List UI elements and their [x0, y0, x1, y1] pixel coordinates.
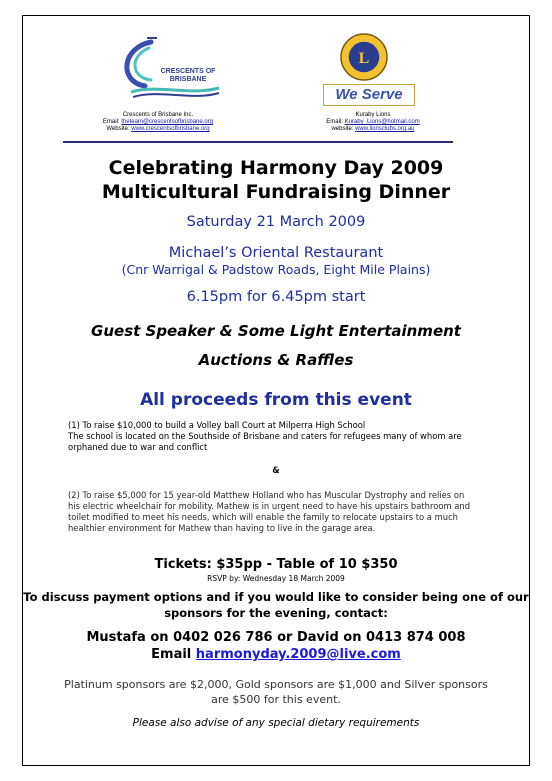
ticket-price: Tickets: $35pp - Table of 10 $350	[154, 557, 398, 572]
sponsor-levels: Platinum sponsors are $2,000, Gold sponsors are $1,000 and Silver sponsors are $500 for this event.	[64, 678, 488, 706]
cause-2: (2) To raise $5,000 for 15 year-old Matthew Holland who has Muscular Dystrophy and relies on his electric wheelchair for mobility. Mathew is in urgent need to have his upstairs bathroom and toilet modified to meet his needs, which will enable the family to relocate upstairs to a much healthier environment for Mathew than having to live in the garage area.	[68, 490, 471, 533]
crescents-email-link[interactable]: theteam@crescentsofbrisbane.org	[121, 119, 214, 125]
crescents-website-link[interactable]: www.crescentsofbrisbane.org	[131, 126, 210, 132]
header-divider	[63, 141, 453, 143]
lions-logo	[339, 32, 389, 82]
causes-ampersand: &	[272, 466, 280, 476]
lions-email-link[interactable]: Kuraby_Lions@hotmail.com	[344, 119, 420, 125]
event-title	[23, 156, 529, 204]
lions-slogan: We Serve	[323, 84, 415, 106]
cause-1	[68, 420, 478, 453]
lions-website-row	[308, 126, 438, 133]
crescents-logo-text: CRESCENTS OF BRISBANE	[160, 68, 216, 83]
event-venue: Michael’s Oriental Restaurant	[168, 245, 384, 261]
event-venue-address: (Cnr Warrigal & Padstow Roads, Eight Mile Plains)	[121, 262, 431, 277]
event-date: Saturday 21 March 2009	[186, 214, 366, 230]
flyer-page	[22, 15, 530, 766]
event-time: 6.15pm for 6.45pm start	[186, 289, 366, 305]
lions-email-label: Email:	[326, 119, 343, 125]
rsvp-date: RSVP by: Wednesday 18 March 2009	[207, 574, 345, 583]
guest-speaker-line: Guest Speaker & Some Light Entertainment	[91, 322, 461, 340]
crescents-email-row	[78, 119, 238, 126]
lions-website-label: website:	[331, 126, 354, 132]
event-title-line1: Celebrating Harmony Day 2009	[108, 157, 444, 179]
lions-email-row	[308, 119, 438, 126]
dietary-note: Please also advise of any special dietary requirements	[132, 717, 420, 729]
cause-1-title: (1) To raise $10,000 to build a Volley ball Court at Milperra High School	[68, 420, 366, 430]
contact-email-link[interactable]: harmonyday.2009@live.com	[195, 647, 401, 662]
contact-phones: Mustafa on 0402 026 786 or David on 0413 874 008	[86, 630, 466, 645]
contact-email-label: Email	[151, 647, 192, 662]
lions-name: Kuraby Lions	[355, 112, 391, 118]
sponsor-contact-intro: To discuss payment options and if you would like to consider being one of our sponsors for the evening, contact:	[23, 590, 529, 620]
lions-contact	[308, 112, 438, 133]
cause-1-detail: The school is located on the Southside of Brisbane and caters for refugees many of whom are orphaned due to war and conflict	[68, 431, 462, 452]
crescents-contact	[78, 112, 238, 133]
crescents-website-row	[78, 126, 238, 133]
svg-text:L: L	[358, 50, 370, 67]
proceeds-heading: All proceeds from this event	[140, 390, 412, 410]
crescents-email-label: Email:	[102, 119, 120, 125]
crescents-name: Crescents of Brisbane Inc.	[122, 112, 194, 118]
auctions-line: Auctions & Raffles	[198, 351, 354, 369]
lions-website-link[interactable]: www.lionsclubs.org.au	[355, 126, 415, 132]
event-title-line2: Multicultural Fundraising Dinner	[101, 181, 451, 203]
contact-email-row	[23, 647, 529, 662]
crescents-website-label: Website:	[106, 126, 130, 132]
